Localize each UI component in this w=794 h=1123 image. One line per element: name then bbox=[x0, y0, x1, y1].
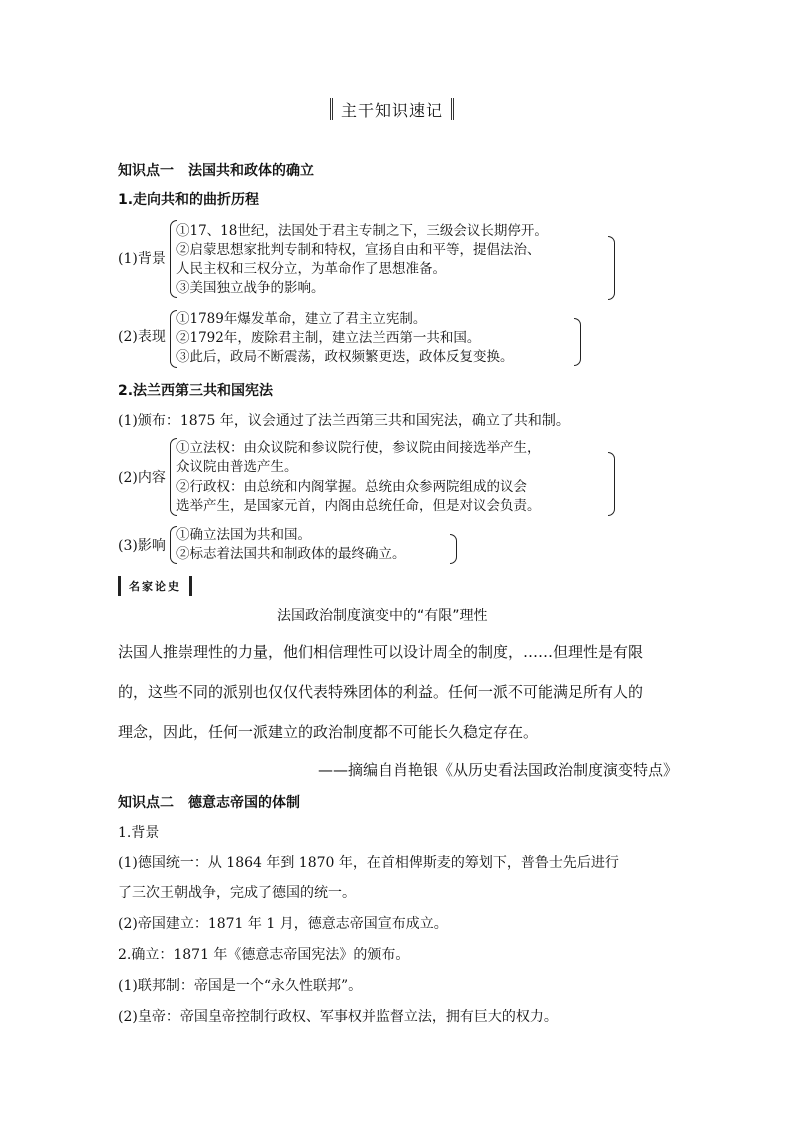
kp2-unify: (1)德国统一：从 1864 年到 1870 年，在首相俾斯麦的筹划下，普鲁士先后进行 bbox=[118, 855, 619, 871]
expert-title: 法国政治制度演变中的“有限”理性 bbox=[277, 608, 488, 624]
section-title bbox=[330, 95, 454, 123]
bg-item-4: ③美国独立战争的影响。 bbox=[176, 280, 325, 296]
expert-line-2: 的，这些不同的派别也仅仅代表特殊团体的利益。任何一派不可能满足所有人的 bbox=[118, 683, 644, 701]
kp1-s2-heading: 2.法兰西第三共和国宪法 bbox=[118, 383, 274, 399]
bg-brace-right bbox=[608, 236, 615, 300]
show-item-2: ②1792年，废除君主制，建立法兰西第一共和国。 bbox=[176, 330, 481, 346]
bg-item-1: ①17、18世纪，法国处于君主专制之下，三级会议长期停开。 bbox=[176, 223, 548, 239]
content-item-1: ①立法权：由众议院和参议院行使，参议院由间接选举产生， bbox=[176, 440, 541, 456]
kp1-s1-heading: 1.走向共和的曲折历程 bbox=[118, 192, 260, 208]
promulgate-text: (1)颁布：1875 年，议会通过了法兰西第三共和国宪法，确立了共和制。 bbox=[118, 413, 570, 429]
title-right-bar bbox=[451, 98, 454, 120]
kp2-founding: (2)帝国建立：1871 年 1 月，德意志帝国宣布成立。 bbox=[118, 916, 448, 932]
show-item-3: ③此后，政局不断震荡，政权频繁更迭，政体反复变换。 bbox=[176, 349, 514, 365]
content-item-3: ②行政权：由总统和内阁掌握。总统由众参两院组成的议会 bbox=[176, 479, 527, 495]
bg-item-3: 人民主权和三权分立，为革命作了思想准备。 bbox=[176, 261, 446, 277]
expert-line-1: 法国人推崇理性的力量，他们相信理性可以设计周全的制度，……但理性是有限 bbox=[118, 643, 644, 661]
bg-item-2: ②启蒙思想家批判专制和特权，宣扬自由和平等，提倡法治、 bbox=[176, 242, 541, 258]
kp1-heading: 知识点一 法国共和政体的确立 bbox=[118, 163, 314, 179]
title-left-bar bbox=[330, 98, 333, 120]
show-item-1: ①1789年爆发革命，建立了君主立宪制。 bbox=[176, 311, 427, 327]
expert-line-3: 理念，因此，任何一派建立的政治制度都不可能长久稳定存在。 bbox=[118, 723, 539, 741]
impact-label: (3)影响 bbox=[118, 538, 166, 554]
kp2-heading: 知识点二 德意志帝国的体制 bbox=[118, 795, 300, 811]
impact-item-2: ②标志着法国共和制政体的最终确立。 bbox=[176, 546, 406, 562]
bg-label: (1)背景 bbox=[118, 251, 166, 267]
content-item-4: 选举产生，是国家元首，内阁由总统任命，但是对议会负责。 bbox=[176, 498, 541, 514]
show-label: (2)表现 bbox=[118, 329, 166, 345]
content-item-2: 众议院由普选产生。 bbox=[176, 459, 298, 475]
expert-source: ——摘编自肖艳银《从历史看法国政治制度演变特点》 bbox=[318, 761, 679, 779]
kp2-establish: 2.确立：1871 年《德意志帝国宪法》的颁布。 bbox=[118, 947, 410, 963]
section-title-text: 主干知识速记 bbox=[341, 100, 444, 120]
kp2-unify-2: 了三次王朝战争，完成了德国的统一。 bbox=[118, 885, 356, 901]
impact-brace-right bbox=[450, 534, 457, 564]
show-brace-right bbox=[574, 318, 581, 366]
kp2-emperor: (2)皇帝：帝国皇帝控制行政权、军事权并监督立法，拥有巨大的权力。 bbox=[118, 1009, 558, 1025]
impact-item-1: ①确立法国为共和国。 bbox=[176, 527, 311, 543]
content-label: (2)内容 bbox=[118, 470, 166, 486]
expert-tag: 名家论史 bbox=[118, 576, 192, 596]
content-brace-right bbox=[608, 452, 615, 516]
kp2-federal: (1)联邦制：帝国是一个“永久性联邦”。 bbox=[118, 978, 363, 994]
kp2-bg-heading: 1.背景 bbox=[118, 825, 160, 841]
